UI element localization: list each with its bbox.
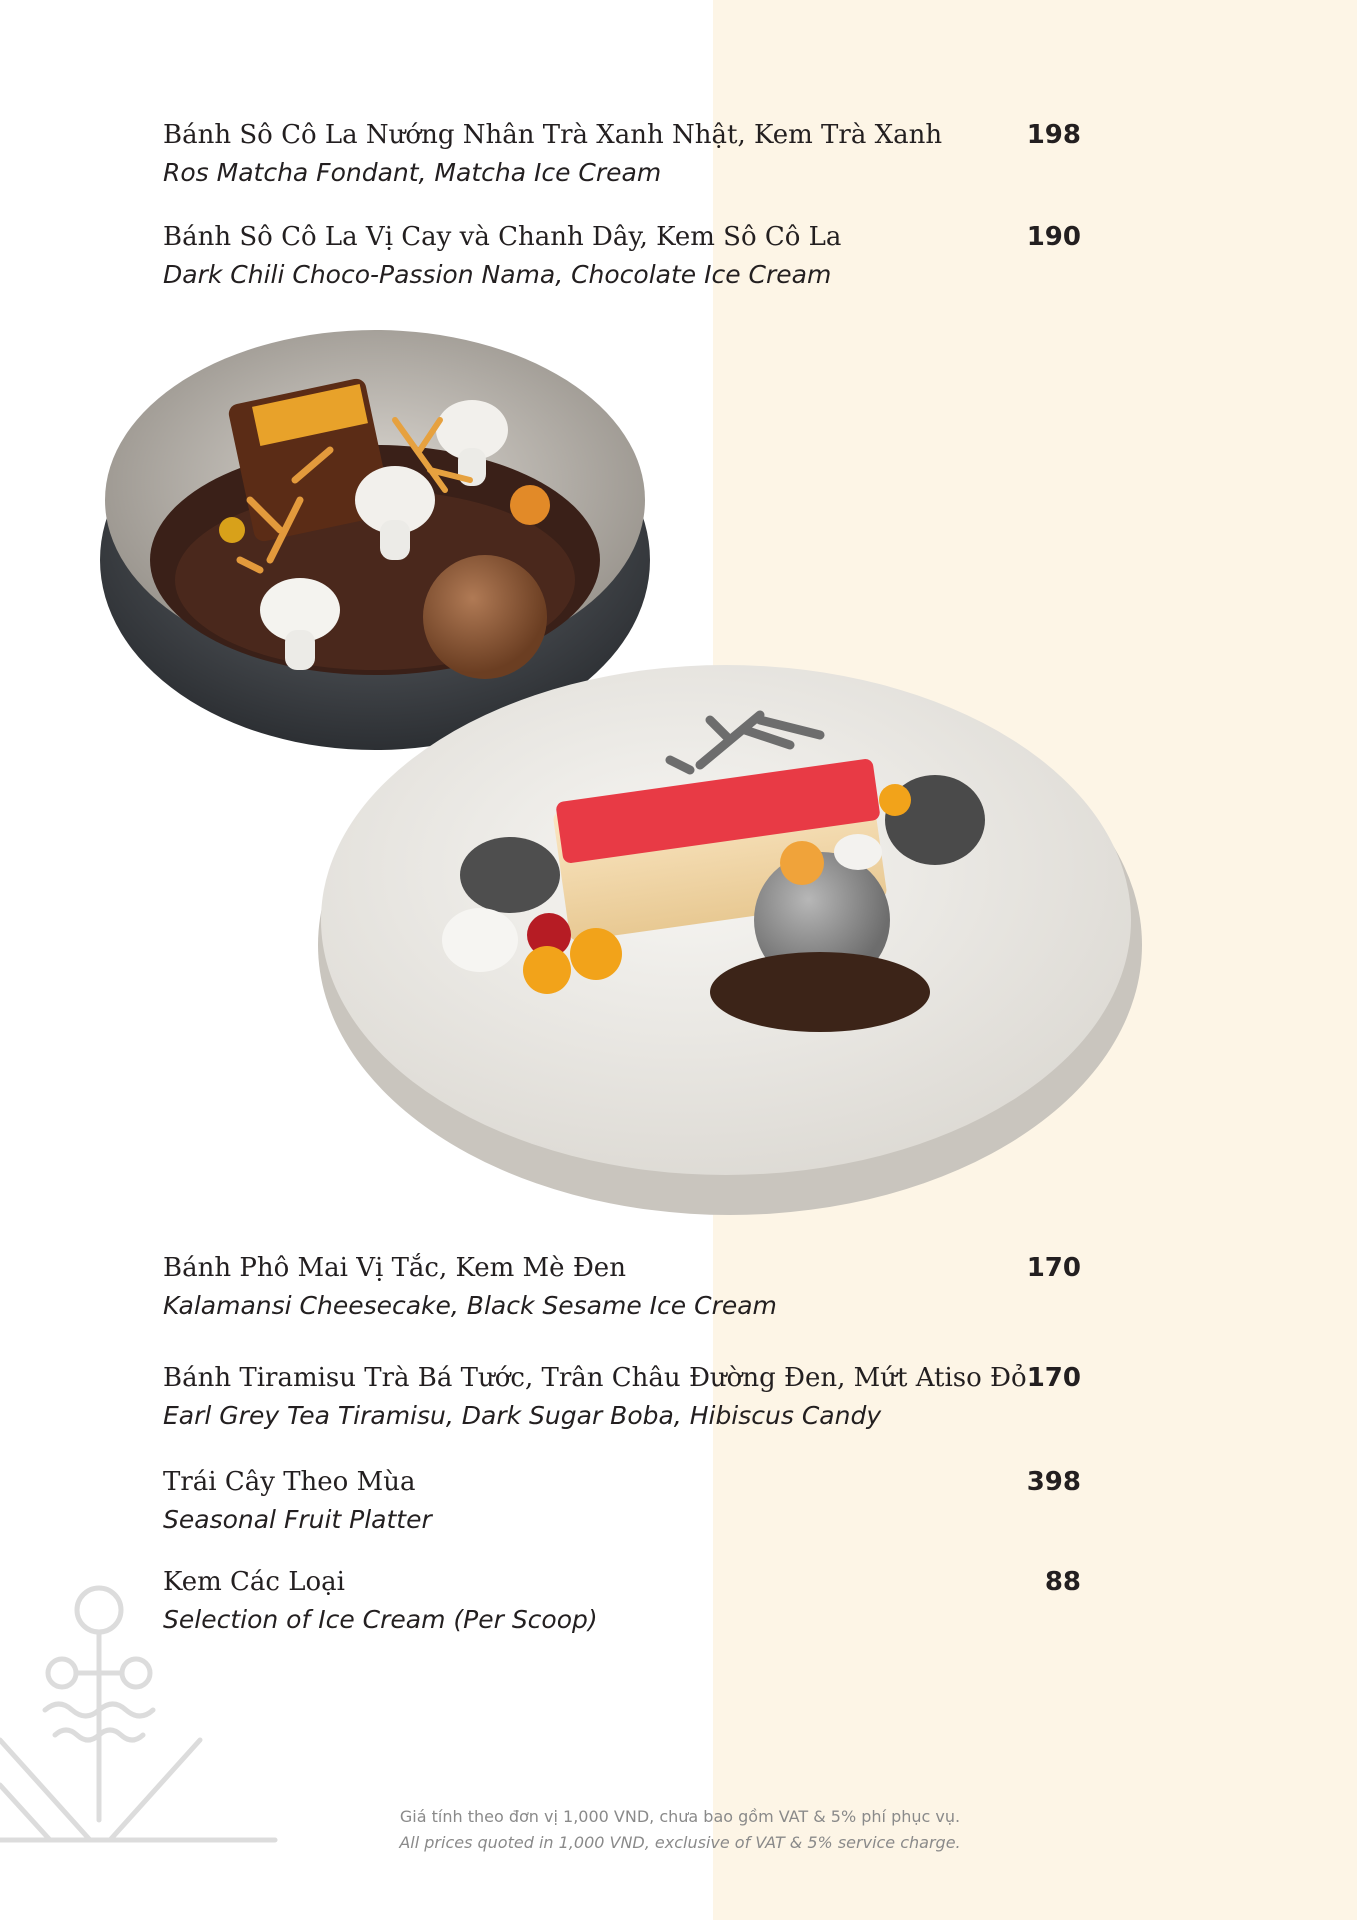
item-price: 170 <box>1026 1253 1081 1283</box>
item-price: 198 <box>1026 120 1081 150</box>
item-name-en: Ros Matcha Fondant, Matcha Ice Cream <box>163 158 662 187</box>
menu-item <box>163 1465 1081 1537</box>
item-name-en: Earl Grey Tea Tiramisu, Dark Sugar Boba, Hibiscus Candy <box>163 1401 882 1430</box>
item-name-vn: Bánh Sô Cô La Nướng Nhân Trà Xanh Nhật, Kem Trà Xanh <box>163 120 943 150</box>
item-name-vn: Bánh Sô Cô La Vị Cay và Chanh Dây, Kem Sô Cô La <box>163 222 842 252</box>
item-name-en: Dark Chili Choco-Passion Nama, Chocolate Ice Cream <box>163 260 832 289</box>
item-name-vn: Trái Cây Theo Mùa <box>163 1467 416 1497</box>
menu-item <box>163 220 1081 292</box>
item-name-vn: Bánh Phô Mai Vị Tắc, Kem Mè Đen <box>163 1253 626 1283</box>
menu-item <box>163 1565 1081 1637</box>
menu-item <box>163 1361 1081 1433</box>
price-note-vn: Giá tính theo đơn vị 1,000 VND, chưa bao gồm VAT & 5% phí phục vụ. <box>399 1807 961 1826</box>
anchor-line-icon <box>0 1570 290 1860</box>
item-name-vn: Bánh Tiramisu Trà Bá Tước, Trân Châu Đường Đen, Mứt Atiso Đỏ <box>163 1363 1027 1393</box>
menu-item <box>163 118 1081 190</box>
menu-item <box>163 1251 1081 1323</box>
item-name-vn: Kem Các Loại <box>163 1567 345 1597</box>
item-name-en: Kalamansi Cheesecake, Black Sesame Ice Cream <box>163 1291 777 1320</box>
item-name-en: Seasonal Fruit Platter <box>163 1505 432 1534</box>
item-price: 398 <box>1026 1467 1081 1497</box>
item-price: 190 <box>1026 222 1081 252</box>
item-price: 170 <box>1026 1363 1081 1393</box>
price-note-en: All prices quoted in 1,000 VND, exclusive of VAT & 5% service charge. <box>399 1833 961 1852</box>
item-name-en: Selection of Ice Cream (Per Scoop) <box>163 1605 598 1634</box>
bowl-dessert-photo <box>100 330 650 750</box>
item-price: 88 <box>1044 1567 1081 1597</box>
